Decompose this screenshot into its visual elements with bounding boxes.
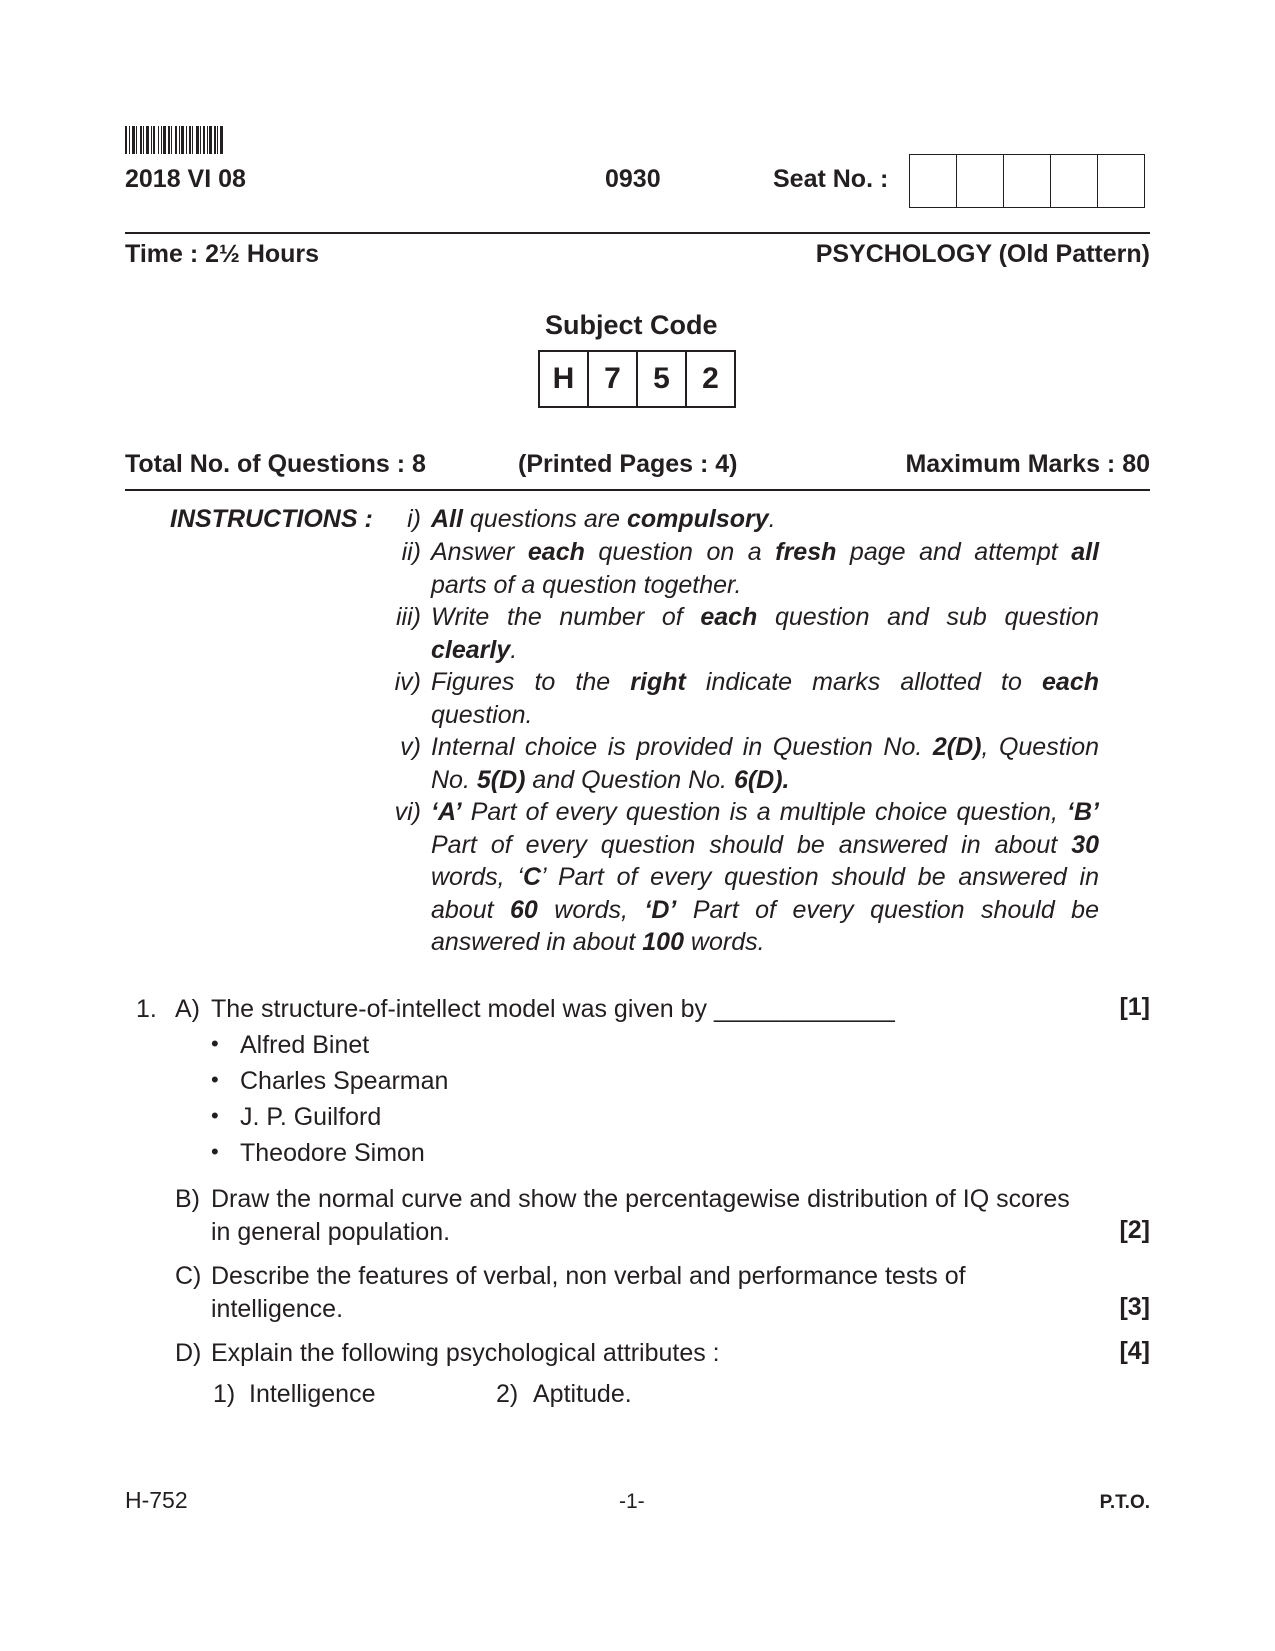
bullet-icon: • bbox=[211, 1103, 219, 1128]
instruction-number: iii) bbox=[396, 603, 421, 631]
question-text: intelligence. bbox=[211, 1295, 344, 1323]
instruction-number: iv) bbox=[394, 668, 421, 696]
instructions-label: INSTRUCTIONS : bbox=[170, 505, 373, 533]
instruction-number: v) bbox=[400, 733, 421, 761]
seat-box[interactable] bbox=[910, 155, 957, 207]
marks: [3] bbox=[1119, 1293, 1150, 1321]
question-number: 1. bbox=[136, 995, 157, 1023]
code-char: 2 bbox=[702, 362, 719, 395]
question-text: Describe the features of verbal, non verbal and performance tests of bbox=[211, 1262, 966, 1290]
option: J. P. Guilford bbox=[240, 1103, 382, 1131]
marks: [4] bbox=[1119, 1337, 1150, 1365]
sub-item-number: 1) bbox=[213, 1380, 236, 1408]
exam-code: 2018 VI 08 bbox=[125, 165, 246, 193]
paper-code: 0930 bbox=[605, 165, 661, 193]
option: Charles Spearman bbox=[240, 1067, 449, 1095]
seat-box[interactable] bbox=[1004, 155, 1051, 207]
part-label: C) bbox=[175, 1262, 202, 1290]
code-char: 5 bbox=[638, 352, 687, 406]
subject-code-label: Subject Code bbox=[545, 310, 718, 340]
sub-item: Aptitude. bbox=[533, 1380, 632, 1408]
divider bbox=[125, 232, 1150, 234]
maximum-marks: Maximum Marks : 80 bbox=[905, 450, 1150, 478]
bullet-icon: • bbox=[211, 1067, 219, 1092]
bullet-icon: • bbox=[211, 1031, 219, 1056]
question-text: Draw the normal curve and show the percentagewise distribution of IQ scores bbox=[211, 1185, 1070, 1213]
part-label: D) bbox=[175, 1339, 202, 1367]
code-char: H bbox=[540, 352, 589, 406]
instruction-text: Figures to the right indicate marks allotted to each question. bbox=[431, 668, 1099, 729]
seat-box[interactable] bbox=[1051, 155, 1098, 207]
seat-box[interactable] bbox=[957, 155, 1004, 207]
pto-label: P.T.O. bbox=[1099, 1492, 1150, 1513]
instruction-number: vi) bbox=[394, 798, 421, 826]
instruction-number: i) bbox=[407, 505, 421, 533]
seat-number-boxes[interactable] bbox=[909, 154, 1145, 208]
footer-code: H-752 bbox=[125, 1487, 188, 1513]
printed-pages: (Printed Pages : 4) bbox=[518, 450, 738, 478]
question-text: Explain the following psychological attributes : bbox=[211, 1339, 720, 1367]
instruction-text: Write the number of each question and sub question clearly. bbox=[431, 603, 1099, 664]
option: Alfred Binet bbox=[240, 1031, 370, 1059]
instruction-text: Answer each question on a fresh page and attempt all parts of a question together. bbox=[431, 538, 1100, 599]
instruction-number: ii) bbox=[401, 538, 421, 566]
seat-label: Seat No. : bbox=[773, 165, 889, 193]
seat-box[interactable] bbox=[1098, 155, 1144, 207]
option: Theodore Simon bbox=[240, 1139, 425, 1167]
subject-code-boxes bbox=[538, 350, 736, 408]
subject-title: PSYCHOLOGY (Old Pattern) bbox=[815, 240, 1150, 268]
question-text: The structure-of-intellect model was given by _____________ bbox=[211, 995, 895, 1023]
time-allowed: Time : 2½ Hours bbox=[125, 240, 320, 268]
part-label: B) bbox=[175, 1185, 200, 1213]
marks: [2] bbox=[1119, 1216, 1150, 1244]
sub-item: Intelligence bbox=[249, 1380, 376, 1408]
code-char: 7 bbox=[589, 352, 638, 406]
sub-item-number: 2) bbox=[496, 1380, 519, 1408]
total-questions: Total No. of Questions : 8 bbox=[125, 450, 426, 478]
part-label: A) bbox=[175, 995, 200, 1023]
instruction-text: Internal choice is provided in Question No. 2(D), Question No. 5(D) and Question No. 6(D). bbox=[431, 733, 1100, 794]
divider bbox=[125, 489, 1150, 491]
bullet-icon: • bbox=[211, 1139, 219, 1164]
question-text: in general population. bbox=[211, 1218, 451, 1246]
page-number: -1- bbox=[619, 1490, 645, 1513]
marks: [1] bbox=[1119, 993, 1150, 1021]
instruction-text: All questions are compulsory. bbox=[431, 505, 776, 533]
instruction-text: ‘A’ Part of every question is a multiple choice question, ‘B’ Part of every question should be answered in about 30 words, ‘C’ Part of every question should be answered in about 60 words, ‘D’ Part of every question should be answered in about 100 words. bbox=[431, 798, 1099, 956]
barcode bbox=[125, 126, 265, 154]
